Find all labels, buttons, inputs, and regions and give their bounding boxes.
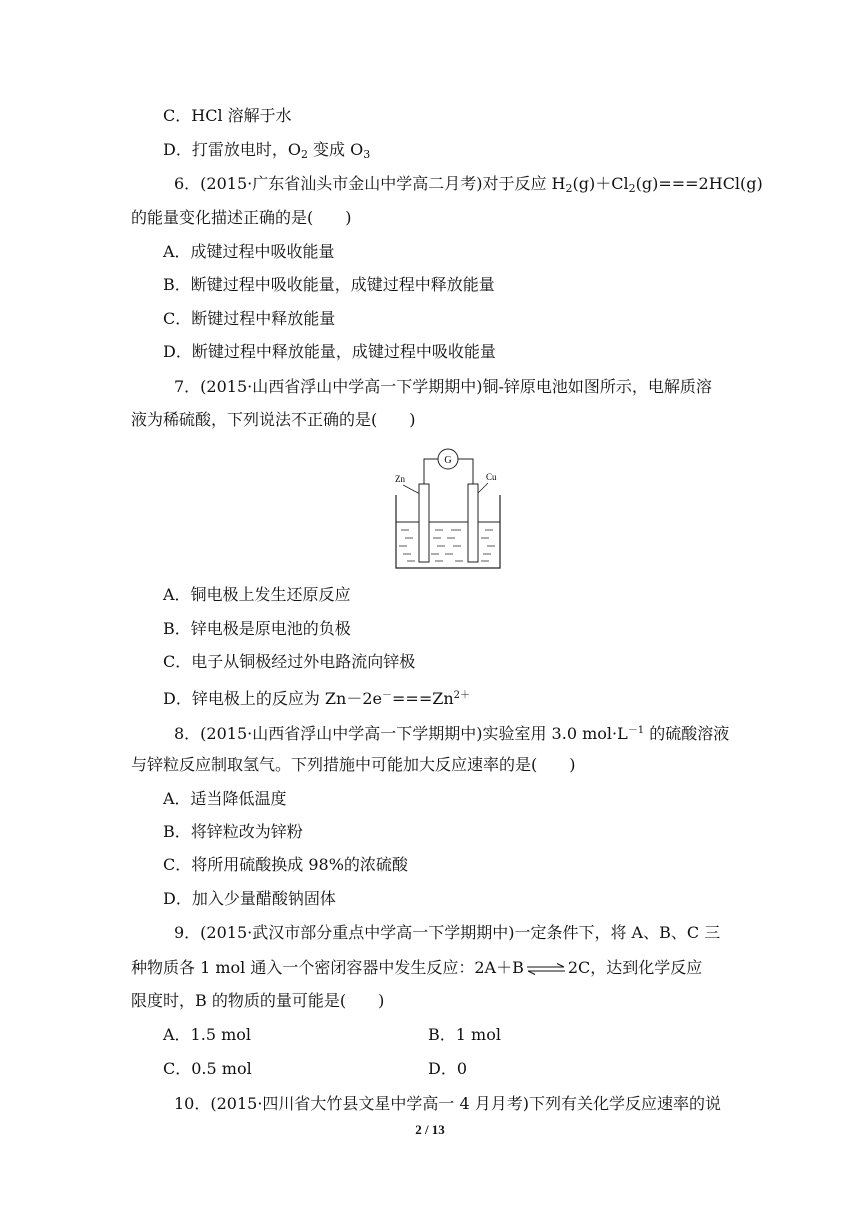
q7-option-d: D．锌电极上的反应为 $Zn-2e^-===Zn^{2+}$	[163, 689, 471, 708]
q8-option-b: B．将锌粒改为锌粉	[163, 822, 303, 841]
q8-stem-line2: 与锌粒反应制取氢气。下列措施中可能加大反应速率的是( )	[131, 755, 576, 774]
cu-label: Cu	[486, 472, 497, 482]
q9-option-c: C．0.5 mol	[163, 1059, 252, 1078]
q9-option-b: B．1 mol	[428, 1025, 501, 1044]
q6-option-d: D．断键过程中释放能量，成键过程中吸收能量	[163, 342, 496, 361]
q9-stem-line3: 限度时，B 的物质的量可能是( )	[131, 991, 385, 1010]
q9-option-d: D．0	[428, 1059, 468, 1078]
page-number: 2 / 13	[415, 1122, 445, 1137]
q8-option-c: C．将所用硫酸换成 98%的浓硫酸	[163, 855, 408, 874]
equilibrium-arrow-icon	[526, 963, 566, 975]
left-wire	[424, 459, 438, 484]
q6-stem-line1: 6．(2015·广东省汕头市金山中学高二月考)对于反应 $H_2(g)+Cl_2(g)===2HCl(g)$	[174, 174, 763, 195]
electrolyte-solution	[399, 530, 495, 561]
q6-option-b: B．断键过程中吸收能量，成键过程中释放能量	[163, 275, 495, 294]
zinc-electrode	[419, 484, 429, 562]
q9-option-a: A．1.5 mol	[163, 1025, 252, 1044]
galvanic-cell-diagram	[393, 442, 503, 570]
q9-stem-line2: 种物质各 1 mol 通入一个密闭容器中发生反应：2A＋B 2C，达到化学反应	[131, 958, 703, 977]
q7-option-b: B．锌电极是原电池的负极	[163, 619, 351, 638]
q7-stem-line1: 7．(2015·山西省浮山中学高一下学期期中)铜-锌原电池如图所示，电解质溶	[174, 377, 712, 396]
q8-option-a: A．适当降低温度	[163, 789, 287, 808]
right-wire	[458, 459, 473, 484]
q7-option-a: A．铜电极上发生还原反应	[163, 585, 351, 604]
q6-option-a: A．成键过程中吸收能量	[163, 242, 335, 261]
q6-stem-line2: 的能量变化描述正确的是( )	[131, 208, 352, 227]
q8-option-d: D．加入少量醋酸钠固体	[163, 889, 336, 908]
q6-option-c: C．断键过程中释放能量	[163, 309, 336, 328]
zn-label: Zn	[395, 474, 405, 484]
beaker	[396, 495, 500, 568]
q5-option-d: D．打雷放电时，$O_2$ 变成 $O_3$	[163, 140, 371, 161]
copper-electrode	[468, 484, 478, 562]
q7-option-c: C．电子从铜极经过外电路流向锌极	[163, 652, 416, 671]
q5-option-c: C．HCl 溶解于水	[163, 106, 292, 125]
q9-stem-line1: 9．(2015·武汉市部分重点中学高一下学期期中)一定条件下，将 A、B、C 三	[174, 923, 721, 942]
q8-stem-line1: 8．(2015·山西省浮山中学高一下学期期中)实验室用 3.0 $mol\cdot L^{-1}$ 的硫酸溶液	[174, 724, 730, 743]
galvanometer-label: G	[444, 455, 452, 466]
q7-stem-line2: 液为稀硫酸，下列说法不正确的是( )	[131, 410, 416, 429]
q10-stem-line1: 10．(2015·四川省大竹县文星中学高一 4 月月考)下列有关化学反应速率的说	[174, 1094, 722, 1113]
